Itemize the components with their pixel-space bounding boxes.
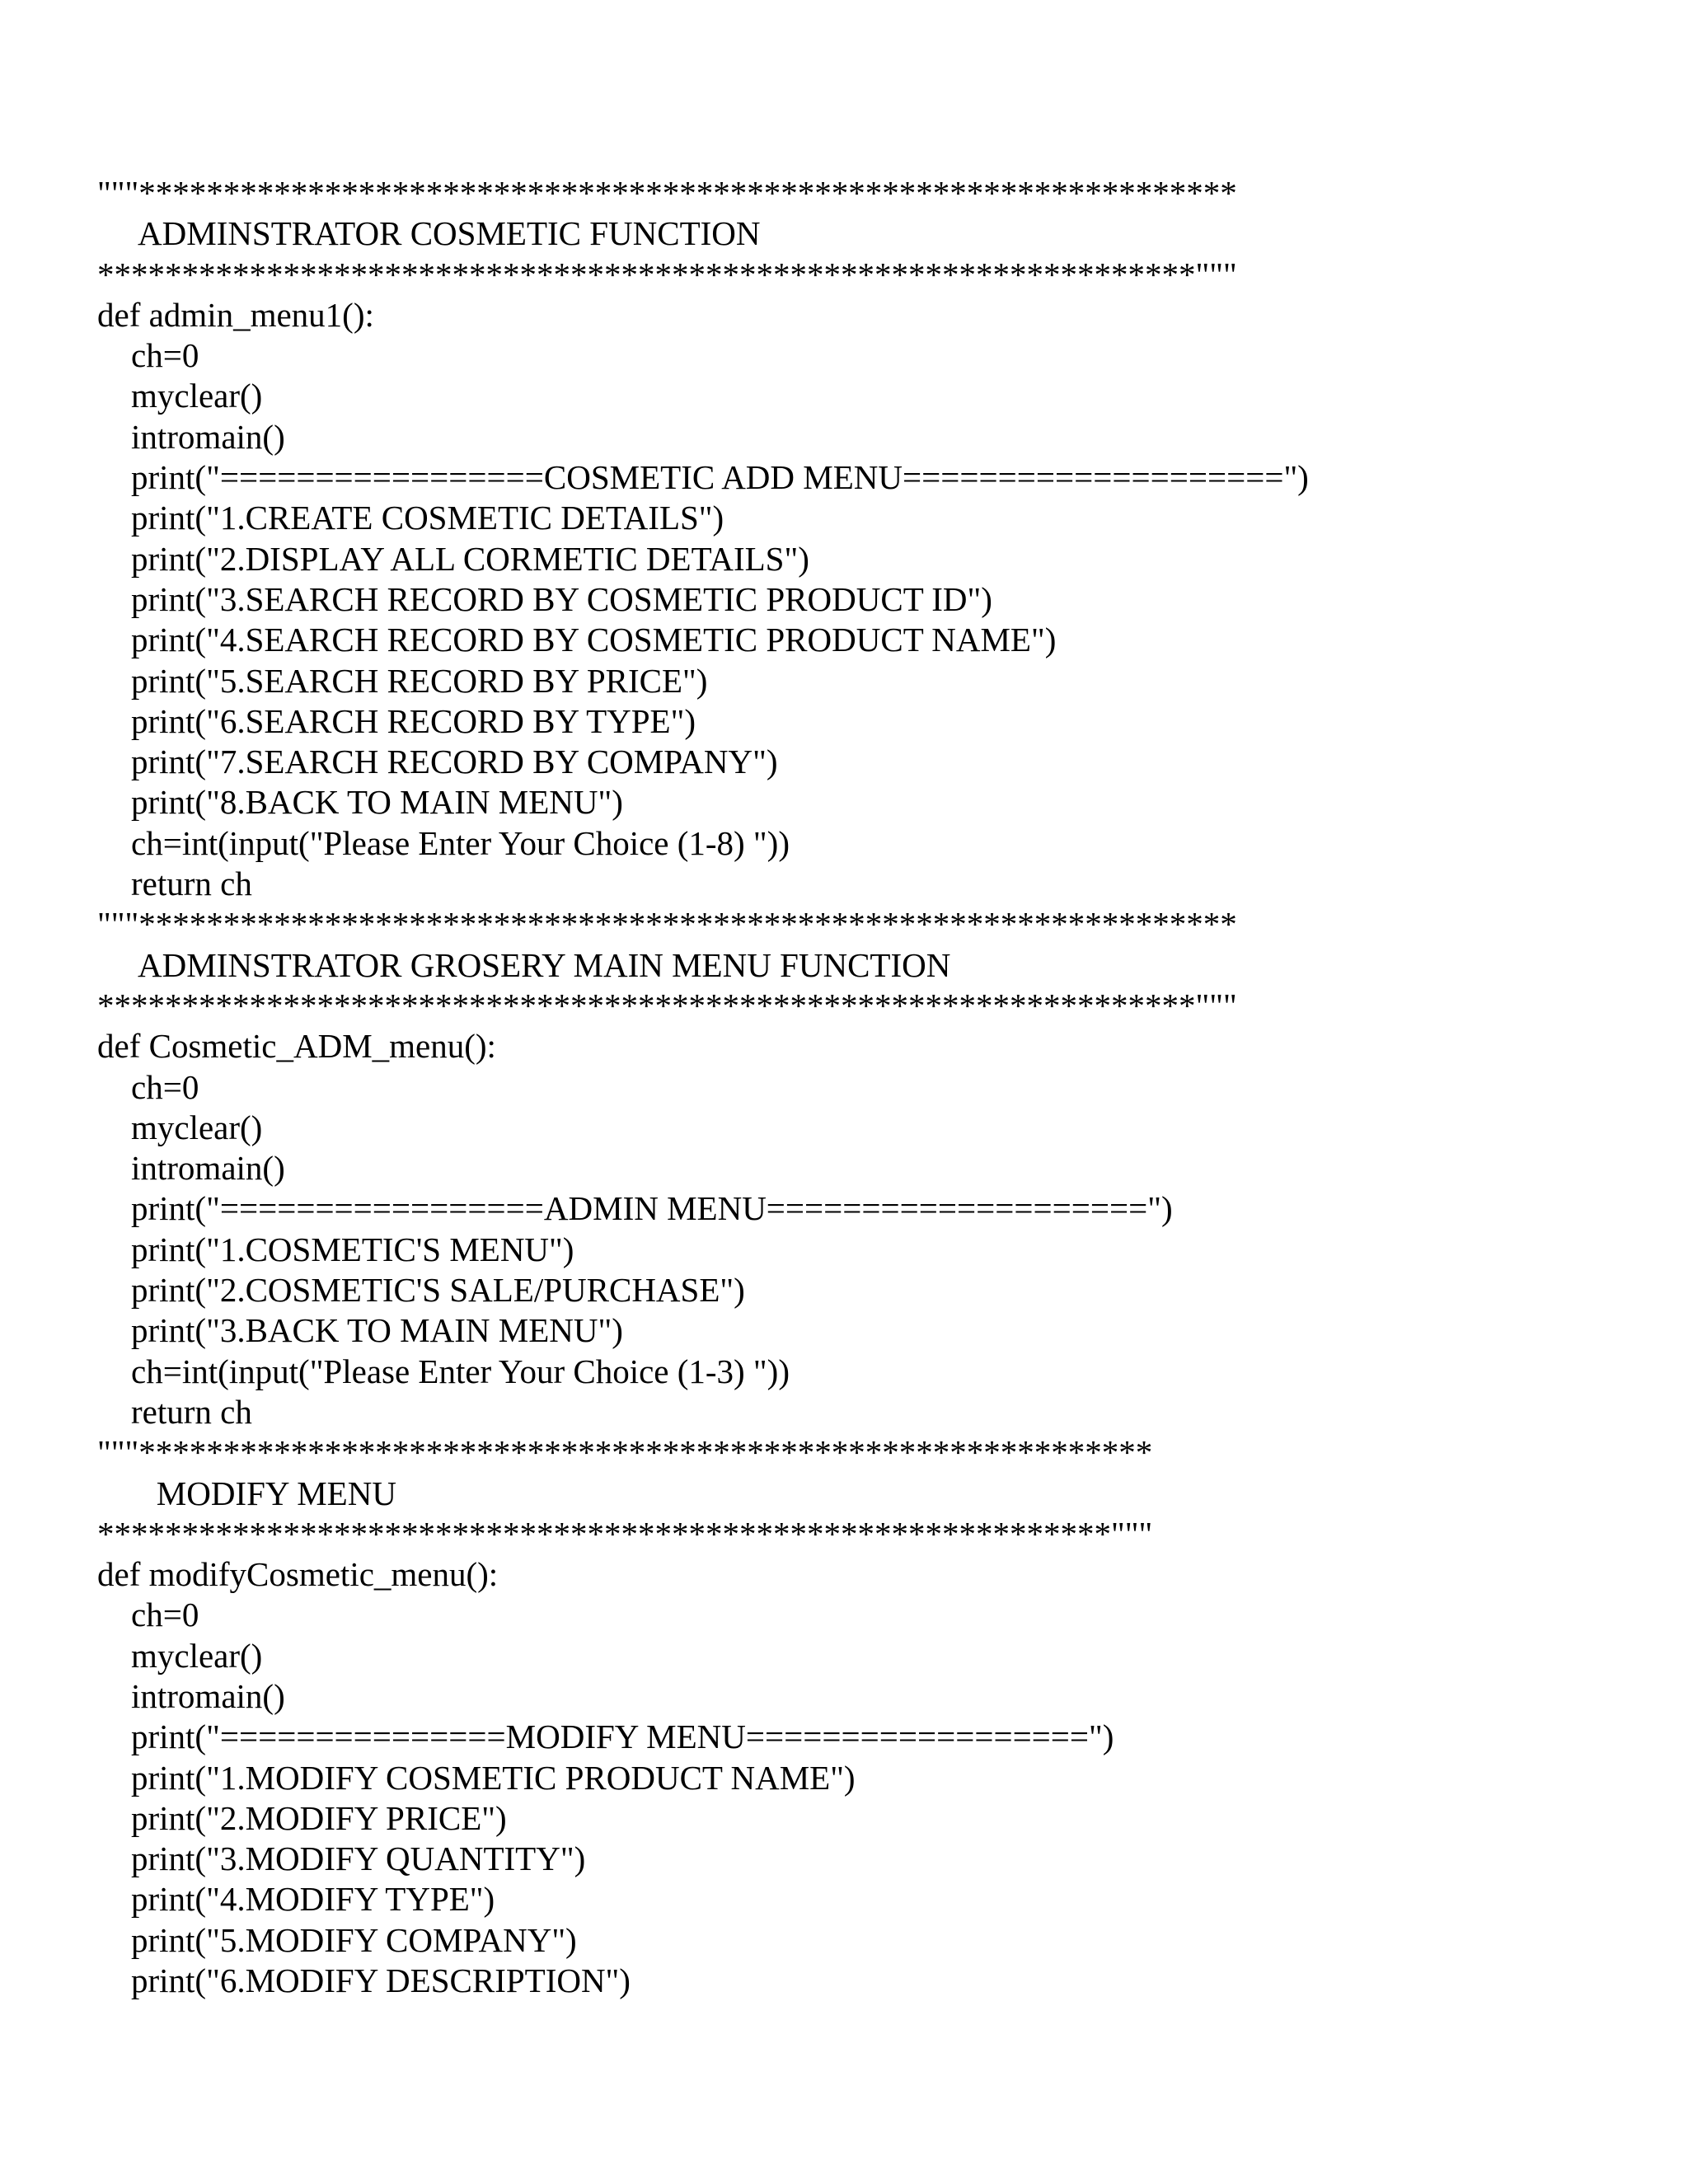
code-line: ch=0	[97, 1596, 199, 1634]
code-line: print("3.BACK TO MAIN MENU")	[97, 1311, 623, 1350]
code-line: """*****************************************************************	[97, 905, 1237, 944]
code-line: print("2.DISPLAY ALL CORMETIC DETAILS")	[97, 539, 809, 578]
code-line: print("4.SEARCH RECORD BY COSMETIC PRODUCT NAME")	[97, 621, 1057, 659]
code-line: MODIFY MENU	[97, 1474, 396, 1512]
code-line: ch=int(input("Please Enter Your Choice (1-8) "))	[97, 823, 790, 862]
code-line: def admin_menu1():	[97, 295, 374, 334]
code-line: print("=================ADMIN MENU====================")	[97, 1189, 1173, 1228]
code-line: print("3.SEARCH RECORD BY COSMETIC PRODUCT ID")	[97, 579, 992, 618]
code-line: ADMINSTRATOR COSMETIC FUNCTION	[97, 214, 761, 253]
code-line: print("1.CREATE COSMETIC DETAILS")	[97, 499, 724, 537]
code-line: return ch	[97, 865, 252, 903]
code-line: print("8.BACK TO MAIN MENU")	[97, 783, 623, 822]
code-line: intromain()	[97, 417, 285, 456]
code-line: print("4.MODIFY TYPE")	[97, 1880, 495, 1919]
code-line: print("1.COSMETIC'S MENU")	[97, 1230, 574, 1268]
code-line: ch=0	[97, 336, 199, 375]
code-line: intromain()	[97, 1676, 285, 1715]
code-listing	[97, 173, 1647, 2001]
code-line: print("7.SEARCH RECORD BY COMPANY")	[97, 743, 778, 781]
code-line: print("3.MODIFY QUANTITY")	[97, 1840, 586, 1878]
code-line: return ch	[97, 1392, 252, 1431]
code-line: print("===============MODIFY MENU==================")	[97, 1718, 1114, 1756]
code-line: intromain()	[97, 1149, 285, 1188]
code-line: *****************************************************************"""	[97, 986, 1237, 1024]
code-line: def modifyCosmetic_menu():	[97, 1555, 499, 1594]
code-line: ch=int(input("Please Enter Your Choice (1-3) "))	[97, 1352, 790, 1390]
code-line: print("2.MODIFY PRICE")	[97, 1798, 507, 1837]
code-line: myclear()	[97, 377, 263, 415]
code-line: print("6.MODIFY DESCRIPTION")	[97, 1961, 631, 2000]
code-line: print("1.MODIFY COSMETIC PRODUCT NAME")	[97, 1758, 856, 1797]
code-line: *****************************************************************"""	[97, 255, 1237, 293]
code-line: def Cosmetic_ADM_menu():	[97, 1027, 496, 1066]
code-line: print("2.COSMETIC'S SALE/PURCHASE")	[97, 1271, 745, 1310]
code-line: ADMINSTRATOR GROSERY MAIN MENU FUNCTION	[97, 945, 951, 984]
code-line: """*****************************************************************	[97, 174, 1237, 212]
code-line: print("6.SEARCH RECORD BY TYPE")	[97, 701, 696, 740]
code-line: ch=0	[97, 1067, 199, 1106]
code-line: ************************************************************"""	[97, 1514, 1153, 1553]
code-line: print("5.MODIFY COMPANY")	[97, 1920, 577, 1959]
code-line: print("=================COSMETIC ADD MENU====================")	[97, 458, 1309, 497]
code-line: """************************************************************	[97, 1433, 1153, 1472]
code-line: myclear()	[97, 1108, 263, 1146]
code-line: myclear()	[97, 1636, 263, 1675]
code-line: print("5.SEARCH RECORD BY PRICE")	[97, 661, 708, 700]
